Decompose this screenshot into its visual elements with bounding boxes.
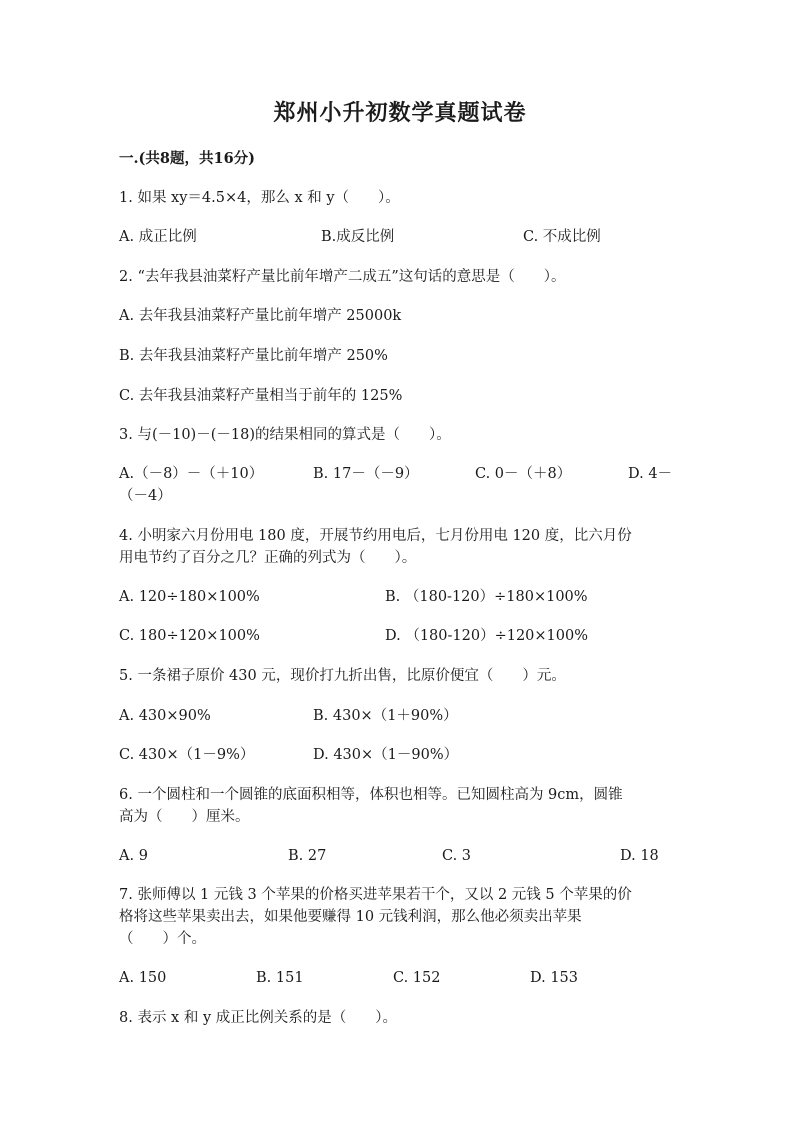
question-5-option-d: D. 430×（1－90%） — [313, 747, 459, 763]
question-3-option-c: C. 0－（＋8） — [475, 466, 572, 482]
question-6-stem-line1: 6. 一个圆柱和一个圆锥的底面积相等，体积也相等。已知圆柱高为 9cm，圆锥 — [119, 787, 623, 803]
question-5-option-a: A. 430×90% — [119, 708, 211, 724]
question-8-stem: 8. 表示 x 和 y 成正比例关系的是（ ）。 — [119, 1010, 397, 1026]
question-1-option-b: B.成反比例 — [321, 229, 395, 245]
question-4-stem-line2: 用电节约了百分之几？正确的列式为（ ）。 — [119, 550, 417, 566]
question-2-option-b: B. 去年我县油菜籽产量比前年增产 250% — [119, 348, 388, 364]
question-4-option-b: B. （180-120）÷180×100% — [385, 589, 588, 605]
question-7-option-d: D. 153 — [530, 970, 579, 986]
question-3-option-d: D. 4－ — [628, 466, 673, 482]
question-5-option-b: B. 430×（1＋90%） — [313, 708, 458, 724]
question-2-stem: 2. “去年我县油菜籽产量比前年增产二成五”这句话的意思是（ ）。 — [119, 269, 566, 285]
question-3-option-a: A.（－8）－（＋10） — [119, 466, 264, 482]
question-6-option-c: C. 3 — [442, 848, 472, 864]
question-5-option-c: C. 430×（1－9%） — [119, 747, 255, 763]
question-7-option-b: B. 151 — [256, 970, 304, 986]
question-1-stem: 1. 如果 xy＝4.5×4，那么 x 和 y（ ）。 — [119, 190, 400, 206]
question-3-option-d-continued: （－4） — [119, 488, 172, 504]
question-4-option-c: C. 180÷120×100% — [119, 628, 260, 644]
question-1-option-c: C. 不成比例 — [523, 229, 601, 245]
question-3-option-b: B. 17－（－9） — [313, 466, 419, 482]
question-6-stem-line2: 高为（ ）厘米。 — [119, 809, 250, 825]
question-7-stem-line3: （ ）个。 — [119, 931, 206, 947]
question-5-stem: 5. 一条裙子原价 430 元，现价打九折出售，比原价便宜（ ）元。 — [119, 668, 566, 684]
question-6-option-a: A. 9 — [119, 848, 148, 864]
question-4-option-a: A. 120÷180×100% — [119, 589, 260, 605]
question-3-stem: 3. 与(－10)－(－18)的结果相同的算式是（ ）。 — [119, 427, 451, 443]
question-2-option-a: A. 去年我县油菜籽产量比前年增产 25000k — [119, 308, 402, 324]
question-7-option-a: A. 150 — [119, 970, 167, 986]
question-2-option-c: C. 去年我县油菜籽产量相当于前年的 125% — [119, 388, 403, 404]
page-title: 郑州小升初数学真题试卷 — [273, 100, 527, 126]
question-4-option-d: D. （180-120）÷120×100% — [385, 628, 589, 644]
question-6-option-d: D. 18 — [620, 848, 659, 864]
question-7-stem-line2: 格将这些苹果卖出去，如果他要赚得 10 元钱利润，那么他必须卖出苹果 — [119, 909, 582, 925]
question-6-option-b: B. 27 — [288, 848, 327, 864]
question-7-option-c: C. 152 — [393, 970, 441, 986]
question-7-stem-line1: 7. 张师傅以 1 元钱 3 个苹果的价格买进苹果若干个，又以 2 元钱 5 个苹果的价 — [119, 887, 632, 903]
question-1-option-a: A. 成正比例 — [119, 229, 197, 245]
question-4-stem-line1: 4. 小明家六月份用电 180 度，开展节约用电后，七月份用电 120 度，比六月份 — [119, 528, 632, 544]
section-heading: 一.(共8题，共16分) — [119, 150, 256, 167]
